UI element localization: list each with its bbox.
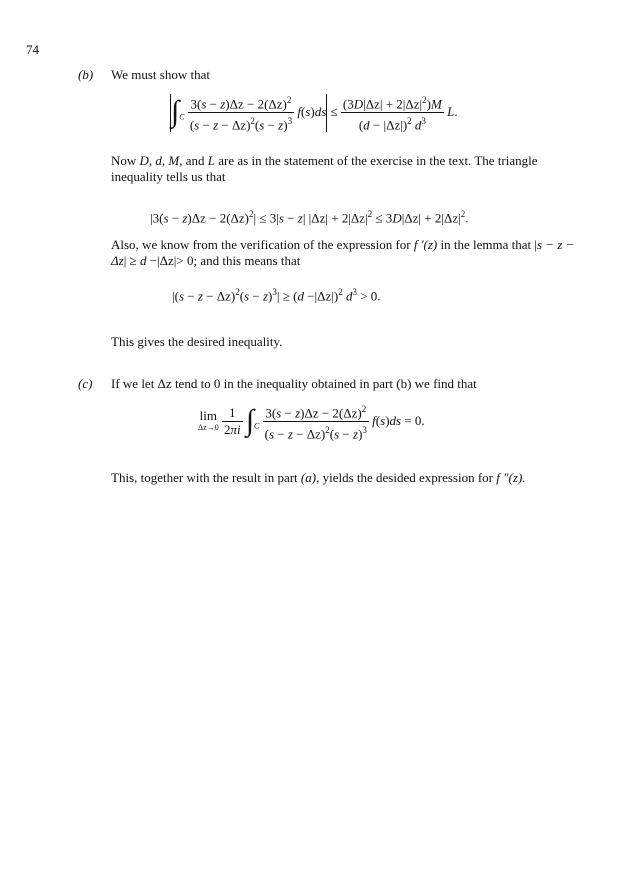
- page-number: 74: [26, 42, 39, 57]
- equation-b-triangle: $|3(s - z)\Delta z - 2(\Delta z)^2| \le 3|s - z|$ $|\Delta z| + 2|\Delta z|^2 \le 3D|\Delta z| + 2|\Delta z|^2$.: [150, 209, 469, 226]
- equation-c-limit: lim Δz→0 $\frac{1}{2\pi i}$ $\int_C$ $\frac{3(s - z)\Delta z - 2(\Delta z)^2}{(s - z - \Delta z)^2(s - z)^3}$ f(s)ds = 0.: [198, 401, 425, 443]
- part-b-conclusion: This gives the desired inequality.: [111, 334, 283, 349]
- part-c-final: This, together with the result in part (a), yields the desided expression for f "(z).: [111, 470, 526, 485]
- equation-b-main: $\int_C$ $\frac{3(s - z)\Delta z - 2(\Delta z)^2}{(s - z - \Delta z)^2(s - z)^3}$ f(s)ds ≤ $\frac{(3D|\Delta z| + 2|\Delta z|^2)M}{(d - |\Delta z|)^2 d^3}$ L.: [170, 92, 458, 134]
- part-b-para2: Now D, d, M, and L are as in the statement of the exercise in the text. The triangle inequality tells us that: [111, 153, 538, 184]
- part-c-label: (c): [78, 376, 93, 391]
- part-b-label: (b): [78, 67, 94, 82]
- part-c-intro: If we let Δz tend to 0 in the inequality obtained in part (b) we find that: [111, 376, 477, 391]
- part-b-para3: Also, we know from the verification of the expression for f '(z) in the lemma that |s − z − Δz| ≥ d −|Δz|> 0; and this means that: [111, 237, 575, 268]
- part-b-intro: We must show that: [111, 67, 210, 82]
- equation-b-lower-bound: $|(s - z - \Delta z)^2(s - z)^3| \ge (d -|\Delta z|)^2$ $d^3 > 0$.: [172, 287, 381, 304]
